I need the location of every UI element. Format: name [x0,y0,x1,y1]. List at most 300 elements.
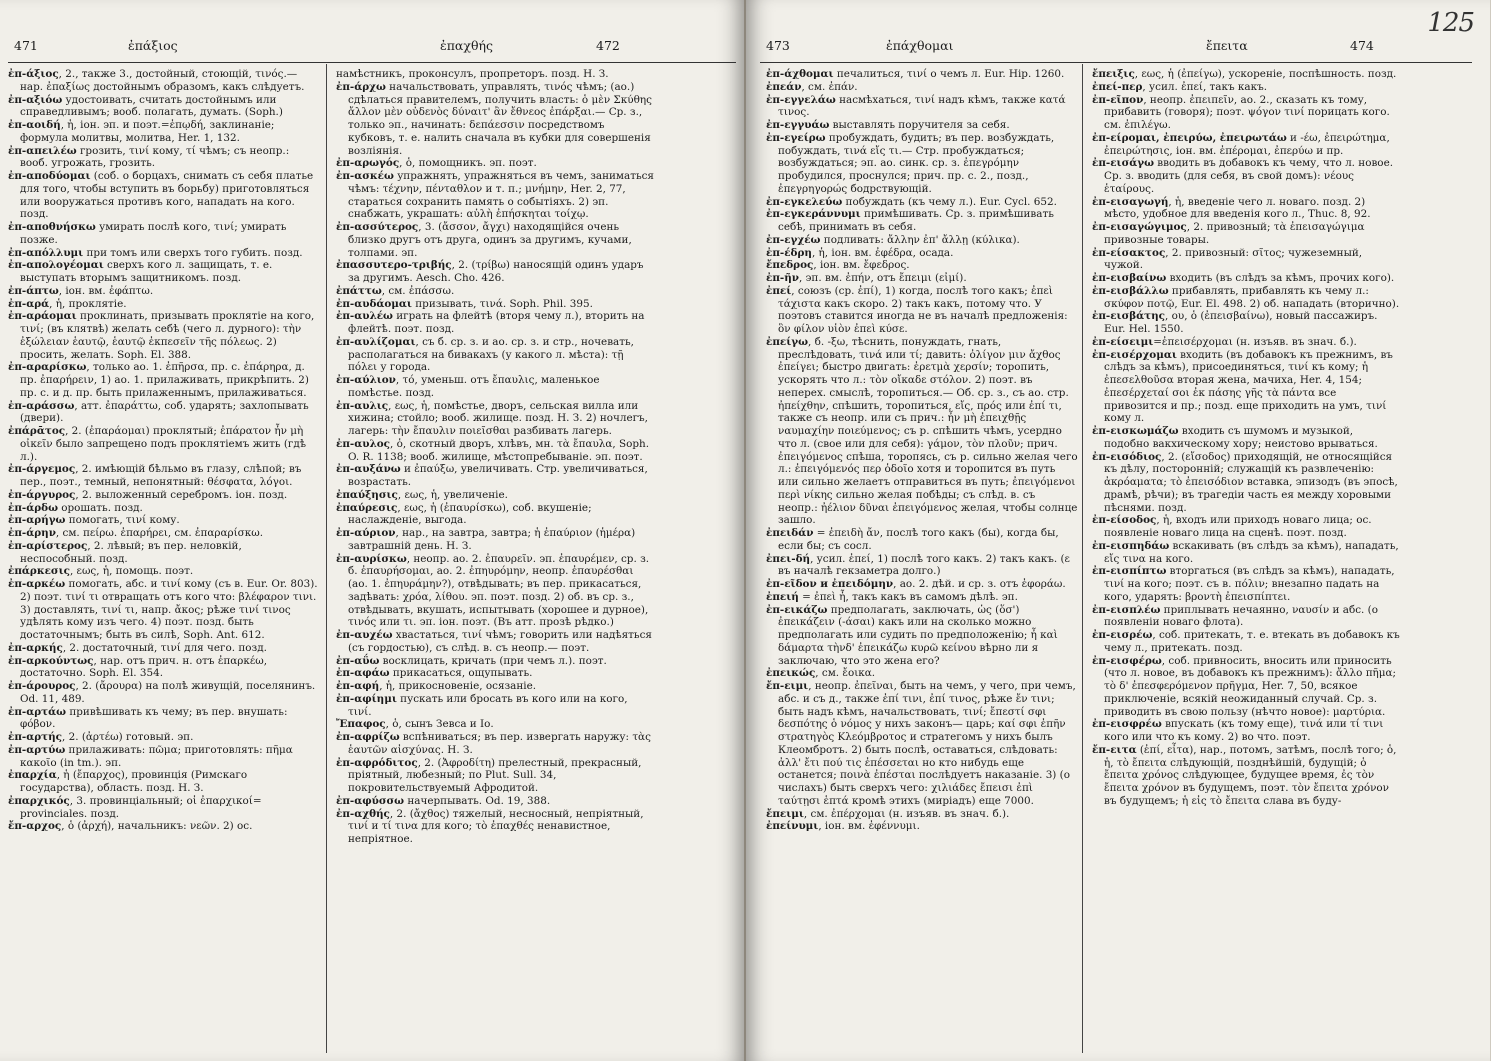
page-number: 473 [766,38,790,53]
dictionary-entry [1092,68,1400,81]
page-number: 474 [1350,38,1374,53]
entry-definition: помогать, абс. и τινί кому (съ в. Eur. Or. 803). 2) поэт. τινί τι отвращать отъ кого что: βλέφαρον τινι. 3) доставлять, τινί τι, напр. ἄκος; рѣже τινί τινος удѣлять кому изъ чего. 4) поэт. позд. быть достаточнымъ; быть въ силѣ, Soph. Ant. 612. [20,578,318,641]
dictionary-entry [1092,247,1400,273]
entry-definition: , соб. привносить, вносить или приносить (что л. новое, въ добавокъ къ прежнимъ): ἄλλο πῆμα; τὸ δ' ἐπεσφερόμενον πρῆγμα, Her. 7, 50, всякое приключеніе, всякій неожиданный случай. Ср. з. приводить въ свою пользу (нѣчто новое): μαρτύρια. [1104,654,1397,718]
entry-definition: проклинать, призывать проклятіе на кого, τινί; (въ клятвѣ) желать себѣ (чего л. дурного): τὴν ἐξώλειαν ἑαυτῷ, ἑαυτῷ ἐκπεσεῖν τῆς πόλεως. 2) просить, желать. Soph. El. 388. [20,310,315,361]
entry-headword: ἐπ-εισκωμάζω [1092,425,1179,437]
dictionary-entry [336,68,654,81]
entry-headword: ἐπ-αυχέω [336,629,393,641]
dictionary-entry [8,527,320,540]
dictionary-entry [8,642,320,655]
dictionary-entry [8,578,320,642]
entry-definition: , 2. (ἄρουρα) на полѣ живущій, поселянинъ. Od. 11, 489. [20,680,316,705]
dictionary-entry [8,489,320,502]
entry-definition: , εως, ἡ, помѣстье, дворъ, сельская вилла или хижина; стойло; вооб. жилище. позд. Н. З. 2) ночлегъ, лагерь: τὴν ἔπαυλιν ποιεῖσθαι разбивать лагерь. [348,399,648,437]
entry-definition: и -έω, ἐπειρώτημα, ἐπειρώτησις, іон. вм. ἐπέρομαι, ἐπερύω и пр. [1104,131,1390,157]
entry-definition: , см. πείρω. ἐπαρήρει, см. ἐπαραρίσκω. [55,527,264,539]
entry-headword: ἐπεικώς [766,667,816,680]
entry-headword: ἐπαρχία [8,769,57,782]
entry-definition: вводить въ добавокъ къ чему, что л. новое. Ср. з. вводить (для себя, въ свой домъ): νέους ἑταίρους. [1104,157,1394,195]
entry-definition: , атт. ἐπαράττω, соб. ударять; захлопывать (двери). [20,399,309,425]
entry-headword: Ἔπαφος [336,718,386,731]
entry-definition: , только ао. 1. ἐπῆρσα, пр. с. ἐπάρηρα, д. пр. ἐπαρήρειν, 1) ао. 1. прилаживать, прикрѣпить. 2) пр. с. и д. пр. быть прилаженнымъ, прилаживаться. [20,361,309,399]
entry-definition: , 2., также 3., достойный, стоющій, τινός.— нар. ἐπαξίως достойнымъ образомъ, какъ слѣдуетъ. [20,68,305,93]
entry-headword: ἐπ-εισάγω [1092,157,1154,170]
entry-definition: хвастаться, τινί чѣмъ; говорить или надѣяться (съ гордостью), съ слѣд. в. съ неопр.— поэт. [348,629,652,654]
entry-definition: , 2. (ἀρτέω) готовый. эп. [62,731,194,743]
entry-definition: = ἐπεὶ ἦ, такъ какъ въ самомъ дѣлѣ. эп. [798,590,1018,603]
entry-definition: , 2. (Ἀφροδίτη) прелестный, прекрасный, пріятный, любезный; по Plut. Sull. 34, покровительствуемый Афродитой. [348,756,642,794]
dictionary-entry [1092,272,1400,285]
entry-headword: ἐπ-εισπλέω [1092,603,1161,616]
entry-definition: , 2. (ἐπαράομαι) проклятый; ἐπάρατον ἦν μὴ οἰκεῖν было запрещено подъ проклятіемъ жить (гдѣ л.). [20,425,307,463]
entry-definition: , іон. вм. ἐφέννυμι. [818,820,920,833]
dictionary-entry [8,285,320,298]
entry-headword: ἐπ-αρτύω [8,743,66,756]
dictionary-entry [336,336,654,374]
entry-headword: ἐπαύξησις [336,488,398,501]
entry-headword: ἐπ-εισρέω [1092,629,1153,641]
dictionary-entry [1092,451,1400,515]
entry-headword: ἐπ-αυλίζομαι [336,335,416,348]
dictionary-entry [1092,629,1400,655]
entry-definition: , 2. (εἴσοδος) приходящій, не относящійся къ дѣлу, посторонній; служащій къ развлеченію: ἀκρόαματα; τὸ ἐπεισόδιον вставка, эпизодъ (въ эпосѣ, драмѣ, рѣчи); въ трагедіи часть ея между хоровыми пѣснями. позд. [1104,450,1398,514]
dictionary-entry [8,680,320,706]
entry-headword: ἐπ-αφρόδιτος [336,756,418,769]
entry-headword: ἐπ-εισφέρω [1092,654,1162,667]
dictionary-entry [766,132,1078,196]
dictionary-entry [8,145,320,171]
entry-definition: , см. ἔοικα. [815,667,876,680]
entry-headword: ἐπ-έδρη [766,246,812,259]
dictionary-entry [1092,514,1400,540]
column-rule [1082,64,1083,1053]
dictionary-entry [336,629,654,655]
entry-headword: ἐπ-εισπίπτω [1092,565,1167,578]
dictionary-entry [8,400,320,426]
entry-definition: привѣшивать къ чему; въ пер. внушать: φόβον. [20,705,288,731]
dictionary-entry [8,221,320,247]
guide-word: ἐπαχθής [440,38,493,53]
entry-definition: впускать (къ тому еще), τινά или τί τινι кого или что къ кому. 2) во что. поэт. [1104,718,1384,743]
entry-definition: , союзъ (ср. ἐπί), 1) когда, послѣ того какъ; ἐπεὶ τάχιστα какъ скоро. 2) такъ какъ, потому что. У поэтовъ ставится иногда не въ началѣ предложенія: ὃν φίλον υἱὸν ἐπεὶ κύσε. [778,284,1068,335]
dictionary-entry [8,310,320,361]
dictionary-entry [8,259,320,285]
entry-definition: , ἡ, іон. эп. и поэт.=ἐπῳδή, заклинаніе; формула молитвы, молитва, Her. 1, 132. [20,119,275,144]
entry-headword: ἐπ-αυλος [336,437,390,450]
entry-headword: ἔπεδρος [766,259,814,272]
dictionary-entry [8,502,320,515]
entry-definition: и ἐπαύξω, увеличивать. Стр. увеличиваться, возрастать. [348,463,648,488]
entry-definition: , ἡ, проклятіе. [49,297,127,310]
entry-definition: =ἐπεισέρχομαι (н. изъяв. въ знач. б.). [1153,335,1357,348]
entry-definition: , іон. вм. ἐφάπτω. [58,284,154,297]
entry-definition: предполагать, заключать, ὡς (ὅσ') ἐπεικάζειν (-άσαι) какъ или на сколько можно предполагать или судить по предположенію; ἦ καὶ δάμαρτα τὴνδ' ἐπεικάζω κυρῶ κείνου вѣрно ли я заключаю, что это жена его? [778,603,1058,667]
entry-headword: ἐπ-αφή [336,680,380,692]
entry-definition: приплывать нечаянно, ναυσίν и абс. (о появленіи новаго флота). [1104,603,1378,629]
entry-definition: , 3. провинціальный; οἱ ἐπαρχικοί= provinciales. позд. [20,794,262,820]
entry-headword: ἐπ-απόλλυμι [8,246,84,259]
entry-definition: , 2. (τρίβω) наносящій одинъ ударъ за другимъ. Aesch. Cho. 426. [348,259,644,284]
entry-definition: прикасаться, ощупывать. [389,667,533,680]
entry-headword: ἐπ-αρκούντως [8,654,94,667]
entry-definition: , εως, ἡ, увеличеніе. [397,488,508,501]
dictionary-entry [1092,565,1400,603]
entry-definition: призывать, τινά. Soph. Phil. 395. [411,297,593,310]
entry-headword: ἐπ-αχθής [336,807,390,820]
column-rule [326,64,327,1053]
entry-definition: (соб. о борцахъ, снимать съ себя платье для того, чтобы вступить въ борьбу) приготовляться или вооружаться противъ кого, нападать на кого. позд. [20,170,314,221]
entry-definition: , 2. лѣвый; въ пер. неловкій, неспособный. позд. [20,539,242,565]
entry-headword: ἐπ-άρουρος [8,680,76,692]
dictionary-entry [1092,718,1400,744]
entry-definition: начальствовать, управлять, τινός чѣмъ; (ао.) сдѣлаться правителемъ, получить власть: ὁ μὲν Σκύθης ἄλλον μὲν οὐδενὸς δύναιτ' ἂν ἔθνεος ἐπάρξαι.— Ср. з., только эп., начинать: δεπάεσσιν посредствомъ кубковъ, т. е. налить сначала въ кубки для совершенія возліянія. [348,80,652,157]
entry-headword: ἐπ-αρκής [8,641,63,654]
dictionary-entry [766,81,1078,94]
entry-definition: подливать: ἄλλην ἐπ' ἄλλῃ (κύλικα). [820,233,1020,246]
dictionary-entry [8,706,320,732]
entry-definition: входить съ шумомъ и музыкой, подобно вакхическому хору; неистово врываться. [1104,425,1378,450]
entry-headword: ἐπ-άχθομαι [766,68,834,80]
dictionary-entry [336,808,654,846]
dictionary-entry [8,170,320,221]
entry-definition: , нар., на завтра, завтра; ἡ ἐπαύριον (ἡμέρα) завтрашній день. Н. З. [348,527,636,552]
dictionary-entry [336,757,654,795]
entry-headword: ἐπασσυτερο-τριβής [336,259,452,272]
dictionary-entry [8,425,320,463]
entry-definition: при томъ или сверхъ того губить. позд. [83,246,303,259]
entry-definition: , см. ἐπάν. [801,80,858,93]
entry-headword: ἐπεί-περ [1092,80,1143,93]
entry-headword: ἐπ-ασσύτερος [336,221,419,233]
entry-definition: , 2. достаточный, τινί для чего. позд. [62,641,267,654]
dictionary-entry [8,247,320,260]
entry-definition: выставлять поручителя за себя. [829,119,1010,131]
entry-headword: ἐπ-εῖπον [1092,93,1144,106]
entry-headword: ἔπειμι [766,807,804,820]
dictionary-entry [1092,604,1400,630]
entry-headword: ἐπ-εισέρχομαι [1092,348,1177,361]
page-number: 472 [596,38,620,53]
entry-headword: ἐπείνυμι [766,820,819,833]
entry-definition: = ἐπειδὴ ἄν, послѣ того какъ (бы), когда бы, если бы; съ сосл. [778,527,1059,552]
entry-headword: ἐπ-αρτής [8,731,63,743]
dictionary-entry [766,808,1078,821]
entry-headword: ἐπάττω [336,284,382,297]
entry-headword: ἐπ-εγχέω [766,233,821,246]
entry-definition: , εως, ἡ (ἐπείγω), ускореніе, поспѣшность. позд. [1134,68,1397,80]
dictionary-entry [8,68,320,94]
entry-definition: вспѣниваться; въ пер. извергать наружу: τὰς ἑαυτῶν αἰσχύνας. Н. З. [348,731,651,756]
entry-definition: , съ б. ср. з. и ао. ср. з. и стр., ночевать, располагаться на бивакахъ (у какого л. мѣста): τῇ πόλει у города. [348,335,634,374]
entry-definition: , 2. привозный; τὰ ἐπεισαγώγιμα привозные товары. [1104,221,1365,246]
entry-headword: ἐπ-εισόδιος [1092,450,1162,463]
dictionary-entry [8,655,320,681]
dictionary-entry [8,514,320,527]
dictionary-entry [8,565,320,578]
entry-headword: ἐπ-αφάω [336,667,390,680]
dictionary-entry [766,336,1078,527]
dictionary-entry [766,259,1078,272]
dictionary-entry [336,170,654,221]
entry-definition: помогать, τινί кому. [65,514,180,527]
column [1092,68,1400,1055]
entry-headword: ἐπ-αυλις [336,399,389,412]
dictionary-entry [336,285,654,298]
dictionary-entry [336,374,654,400]
dictionary-entry [766,667,1078,680]
entry-headword: ἐπ-αρκέω [8,578,66,590]
entry-headword: ἐπ-είσειμι [1092,335,1154,348]
entry-headword: ἐπ-αράσσω [8,399,75,412]
entry-headword: ἐπ-εισβάλλω [1092,284,1169,297]
dictionary-entry [8,820,320,833]
dictionary-entry [8,769,320,795]
entry-definition: , ἡ (ἔπαρχος), провинція (Римскаго государства), область. позд. Н. З. [20,769,248,794]
entry-definition: играть на флейтѣ (вторя чему л.), вторить на флейтѣ. поэт. позд. [348,310,645,335]
dictionary-entry [8,795,320,821]
entry-definition: вторгаться (въ слѣдъ за кѣмъ), нападать, τινί на кого; поэт. съ в. πόλιν; внезапно падать на кого, ударять: βροντὴ ἐπεισπίπτει. [1104,565,1395,603]
entry-headword: ἐπ-άρδω [8,501,58,514]
dictionary-entry [336,731,654,757]
dictionary-entry [766,272,1078,285]
entry-definition: , 2. имѣющій бѣльмо въ глазу, слѣпой; въ пер., поэт., темный, непонятный: θέσφατα, λόγοι. [20,463,302,488]
entry-definition: , неопр. ао. 2. ἐπαυρεῖν. эп. ἐπαυρέμεν, ср. з. б. ἐπαυρήσομαι, ао. 2. ἐπηυρόμην, неопр. ἐπαυρέσθαι (ао. 1. ἐπηυράμην?), отвѣдывать; въ пер. прикасаться, задѣвать: χρόα, λίθου. эп. поэт. позд. 2) об. въ ср. з., отвѣдывать, вкушать, испытывать (хорошее и дурное), τινός или τι. эп. іон. поэт. (Въ атт. прозѣ рѣдко.) [348,552,650,629]
entry-headword: ἐπ-άξιος [8,68,59,80]
dictionary-entry [766,285,1078,336]
entry-definition: , нар. отъ прич. н. отъ ἐπαρκέω, достаточно. Soph. El. 354. [20,654,268,680]
entry-definition: , соб. притекать, т. е. втекать въ добавокъ къ чему л., притекать. позд. [1104,629,1400,654]
header-rule [760,62,1472,63]
entry-definition: , ἡ, іон. вм. ἐφέδρα, осада. [811,246,954,259]
dictionary-entry [1092,285,1400,311]
entry-headword: ἐπειή [766,590,799,603]
entry-definition: прибавлять, прибавлять къ чему л.: σκύφον ποτῷ, Eur. El. 498. 2) об. нападать (вторично). [1104,284,1400,310]
entry-headword: ἐπ-άρην [8,527,56,539]
dictionary-entry [336,502,654,528]
dictionary-entry [1092,94,1400,132]
dictionary-entry [766,680,1078,808]
entry-headword: ἐπ-αυρίσκω [336,552,407,565]
dictionary-entry [8,119,320,145]
entry-definition: печалиться, τινί о чемъ л. Eur. Hip. 1260. [833,68,1065,80]
entry-headword: ἐπ-εικάζω [766,603,828,616]
dictionary-entry [1092,81,1400,94]
entry-headword: ἐπ-απολογέομαι [8,259,104,272]
entry-headword: ἐπ-αοιδή [8,119,61,131]
dictionary-entry [766,591,1078,604]
entry-headword: ἐπάρκεσις [8,565,70,578]
entry-headword: ἐπ-αποδύομαι [8,170,91,182]
entry-headword: ἐπ-είρομαι, ἐπειρύω, ἐπειρωτάω [1092,131,1287,144]
guide-word: ἐπάξιος [128,38,178,53]
entry-headword: ἐπ-αρωγός [336,157,400,170]
entry-definition: восклицать, кричать (при чемъ л.). поэт. [379,654,607,667]
dictionary-entry [766,247,1078,260]
entry-definition: , ὁ, помощникъ. эп. поэт. [399,157,537,170]
entry-headword: ἐπ-αΰω [336,654,380,667]
entry-headword: ἐπ-άπτω [8,284,59,297]
dictionary-entry [1092,196,1400,222]
entry-definition: побуждать (къ чему л.). Eur. Cycl. 652. [842,195,1057,208]
entry-headword: ἐπ-αφύσσω [336,794,405,807]
entry-definition: входить (въ слѣдъ за кѣмъ, прочих кого). [1166,272,1395,284]
entry-definition: пускать или бросать въ кого или на кого, τινί. [348,692,628,718]
dictionary-entry [336,680,654,693]
dictionary-entry [8,540,320,566]
entry-headword: ἐπ-απειλέω [8,144,77,157]
dictionary-entry [8,744,320,770]
dictionary-entry [766,234,1078,247]
dictionary-entry [1092,655,1400,719]
dictionary-entry [1092,132,1400,158]
entry-definition: , ἡ, прикосновеніе, осязаніе. [379,680,537,692]
entry-definition: прилаживать: πῶμα; приготовлять: πῆμα κακοῖο (in tm.). эп. [20,743,293,769]
dictionary-entry [8,463,320,489]
entry-definition: сверхъ кого л. защищать, т. е. выступать вторымъ защитникомъ. позд. [20,259,273,284]
dictionary-entry [766,578,1078,591]
entry-definition: , ἡ, введеніе чего л. новаго. позд. 2) мѣсто, удобное для введенія кого л., Thuc. 8, 92. [1104,195,1371,221]
dictionary-entry [336,81,654,158]
entry-headword: ἐπ-εισβαίνω [1092,272,1167,284]
entry-definition: , б. -ξω, тѣснить, понуждать, гнать, преслѣдовать, τινά или τί; давить: ὀλίγον μιν ἄχθος ἐπείγει; быстро двигать: ἐρετμὰ χερσίν; торопить, ускорять что л.: τὸν οἴκαδε στόλον. 2) поэт. въ неперех. смыслѣ, торопиться.— Об. ср. з., съ ао. стр. ἠπείχθην, спѣшить, торопиться, εἴς, πρός или ἐπί τι, также съ неопр. или съ прич.: ἦν μὴ ἐπειχθῇς ναυμαχίην ποιεύμενος; съ р. спѣшить чѣмъ, усердно что л. (свое или для себя): γάμον, τὸν πλοῦν; прич. ἐπειγόμενος спѣша, торопясь, съ р. сильно желая чего л.: ἐπειγόμενός περ ὁδοῖο хотя и торопится въ путь или сильно желаетъ отправиться въ путь; ἐπειγόμενοι περὶ νίκης сильно желая побѣды; съ слѣд. в. съ неопр.: ἠέλιον δῦναι ἐπειγόμενος желая, чтобы солнце зашло. [778,335,1078,527]
dictionary-entry [336,298,654,311]
left-page [0,0,745,1061]
entry-definition: вскакивать (въ слѣдъ за кѣмъ), нападать, εἴς τινα на кого. [1104,539,1399,565]
entry-definition: , ἡ, входъ или приходъ новаго лица; ос. появленіе новаго лица на сценѣ. поэт. позд. [1104,514,1372,539]
dictionary-entry [1092,157,1400,195]
entry-headword: ἐπ-εγείρω [766,131,826,144]
dictionary-entry [336,438,654,464]
entry-headword: ἔπ-ειτα [1092,743,1137,756]
entry-definition: (ἐπί, εἶτα), нар., потомъ, затѣмъ, послѣ того; ὁ, ἡ, τὸ ἔπειτα слѣдующій, позднѣйшій, будущій; ὁ ἔπειτα χρόνος слѣдующее, будущее время, ἐς τὸν ἔπειτα χρόνον въ будущемъ, поэт. τὸν ἔπειτα χρόνον въ будущемъ; ἡ εἰς τὸ ἔπειτα слава въ буду- [1104,743,1397,807]
entry-definition: пробуждать, будить; въ пер. возбуждать, побуждать, τινά εἴς τι.— Стр. пробуждаться; возбуждаться; эп. ао. синк. ср. з. ἐπεγρόμην пробудился, проснулся; прич. пр. с. 2., позд., ἐπεγρηγορώς бодрствующій. [778,131,1055,195]
entry-headword: ἐπ-ασκέω [336,170,394,182]
entry-definition: , іон. вм. ἔφεδρος. [813,259,910,272]
entry-headword: ἐπ-εισφρέω [1092,718,1162,731]
dictionary-entry [766,94,1078,120]
entry-headword: ἐπ-εγκεράννυμι [766,208,861,221]
entry-headword: ἐπει-δή [766,552,811,565]
dictionary-entry [336,489,654,502]
dictionary-entry [1092,310,1400,336]
entry-headword: ἐπ-αρίστερος [8,539,88,552]
dictionary-entry [766,553,1078,579]
entry-definition: , ου, ὁ (ἐπεισβαίνω), новый пассажиръ. Eur. Hel. 1550. [1104,310,1378,335]
entry-headword: ἐπ-αξιόω [8,93,63,106]
entry-headword: ἐπ-εγγελάω [766,93,836,106]
entry-definition: , ὁ, сынъ Зевса и Іо. [385,718,494,731]
entry-definition: входить (въ добавокъ къ прежнимъ, въ слѣдъ за кѣмъ), присоединяться, τινί къ кому; ἡ ἐπεσελθοῦσα вторая жена, мачиха, Her. 4, 154; ἐπεσέρχεταί σοι ἐκ πάσης γῆς τὰ πάντα все привозится и пр.; позд. еще приходить на умъ, τινί кому л. [1104,348,1393,425]
entry-headword: ἐπ-είσοδος [1092,514,1157,527]
dictionary-entry [336,553,654,630]
entry-definition: , εως, ἡ, помощь. поэт. [69,565,194,578]
dictionary-entry [336,463,654,489]
column [766,68,1078,1055]
dictionary-entry [1092,744,1400,808]
entry-definition: , 2. выложенный серебромъ. іон. позд. [75,488,288,501]
entry-headword: ἔπ-αρχος [8,820,62,833]
entry-definition: упражнять, упражняться въ чемъ, заниматься чѣмъ: τέχνην, πένταθλον и т. п.; μνήμην, Her. 2, 77, стараться сохранить память о событіяхъ. 2) эп. снабжать, украшать: αὐλὴ ἐπήσκηται τοίχῳ. [348,170,654,221]
entry-definition: , εως, ἡ (ἐπαυρίσκω), соб. вкушеніе; наслажденіе, выгода. [348,501,592,527]
entry-headword: ἐπ-αρτάω [8,705,67,718]
dictionary-entry [336,667,654,680]
entry-headword: ἐπεάν [766,80,802,93]
entry-definition: , 3. (ἄσσον, ἄγχι) находящійся очень близко другъ отъ друга, одинъ за другимъ, кучами, толпами. эп. [348,221,632,259]
entry-headword: ἐπ-αυξάνω [336,463,401,476]
dictionary-entry [1092,540,1400,566]
entry-headword: ἐπ-άργεμος [8,463,76,476]
column [8,68,320,1055]
entry-definition: , τό, уменьш. отъ ἔπαυλις, маленькое помѣстье. позд. [348,374,600,399]
dictionary-entry [8,94,320,120]
entry-definition: , ао. 2. дѣй. и ср. з. отъ ἐφοράω. [893,578,1066,590]
entry-headword: ἐπ-είσακτος [1092,246,1166,259]
dictionary-entry [766,604,1078,668]
entry-headword: ἐπ-αρά [8,297,50,310]
entry-headword: ἐπ-εισβάτης [1092,310,1166,323]
dictionary-entry [766,196,1078,209]
guide-word: ἔπειτα [1206,38,1248,53]
dictionary-entry [336,718,654,731]
entry-headword: ἐπ-ῆν [766,272,799,284]
entry-headword: ἐπαύρεσις [336,501,398,514]
entry-definition: , неопр. ἐπεῖναι, быть на чемъ, у чего, при чемъ, абс. и съ д., также ἐπί τινι, ἐπί τινος, рѣже ἔν τινι; быть надъ кѣмъ, начальствовать, τινί; ἔπεστί σφι δεσπότης ὁ νόμος у нихъ законъ— царь; καί σφι ἐπῆν στρατηγὸς Κλεόμβροτος и стратегомъ у нихъ былъ Клеомбротъ. 2) быть послѣ, оставаться, слѣдовать: ἀλλ' ἔτι πού τις ἐπέσσεται но кто нибудь еще останется; ποινὰ ἐπέσται послѣдуетъ наказаніе. 3) (о числахъ) быть сверхъ чего: χιλιάδες ἔπεισι ἐπὶ ταύτῃσι ἑπτά кромѣ этихъ (миріадъ) еще 7000. [778,680,1076,807]
entry-headword: ἐπάρᾱτος [8,425,66,437]
entry-definition: , 2. (ἄχθος) тяжелый, несносный, непріятный, τινί и τί τινα для кого; τὸ ἐπαχθές ненавистное, непріятное. [348,807,644,845]
entry-headword: ἐπ-αύριον [336,527,396,539]
entry-headword: ἐπεί [766,284,792,297]
entry-definition: , эп. вм. ἐπήν, отъ ἔπειμι (εἰμί). [799,272,967,284]
entry-definition: , усил. ἐπεί, 1) послѣ того какъ. 2) такъ какъ. (ε въ началѣ гекзаметра долго.) [778,552,1070,578]
entry-headword: ἐπαρχικός [8,794,70,807]
guide-word: ἐπάχθομαι [886,38,954,53]
entry-definition: , см. ἐπέρχομαι (н. изъяв. въ знач. б.). [803,807,1010,820]
entry-definition: удостоивать, считать достойнымъ или справедливымъ; вооб. полагать, думать. (Soph.) [20,93,283,119]
entry-headword: ἔπ-ειμι [766,680,809,692]
entry-headword: ἐπ-εισαγωγή [1092,195,1169,208]
dictionary-entry [766,119,1078,132]
entry-headword: ἐπ-εισαγώγιμος [1092,221,1187,233]
dictionary-entry [336,527,654,553]
dictionary-entry [766,527,1078,553]
dictionary-entry [336,795,654,808]
header-rule [8,62,736,63]
entry-headword: ἐπ-αυλέω [336,310,393,323]
entry-headword: ἐπ-αρήγω [8,514,66,527]
dictionary-entry [336,221,654,259]
entry-definition: , см. ἐπάσσω. [381,284,455,297]
dictionary-entry [8,731,320,744]
entry-headword: ἐπ-αφρίζω [336,731,400,743]
column [336,68,654,1055]
entry-headword: ἐπ-αύλιον [336,374,396,386]
entry-headword: ἐπ-αφίημι [336,692,397,705]
entry-headword: ἐπ-εγγυάω [766,119,830,131]
dictionary-entry [1092,425,1400,451]
dictionary-entry [8,361,320,399]
dictionary-entry [1092,221,1400,247]
entry-headword: ἐπ-αποθνήσκω [8,221,96,233]
entry-definition: орошать. позд. [57,501,143,514]
entry-definition: намѣстникъ, проконсулъ, пропреторъ. позд. Н. З. [336,68,609,80]
entry-definition: примѣшивать. Ср. з. примѣшивать себѣ, принимать въ себя. [778,208,1054,233]
entry-headword: ἐπειδάν [766,527,814,539]
handwritten-page-mark: 125 [1427,8,1474,38]
entry-headword: ἐπείγω [766,335,809,348]
entry-definition: , ὁ, скотный дворъ, хлѣвъ, мн. τὰ ἔπαυλα, Soph. O. R. 1138; вооб. жилище, мѣстопребываніе. эп. поэт. [348,437,650,463]
entry-headword: ἐπ-εγκελεύω [766,195,843,208]
